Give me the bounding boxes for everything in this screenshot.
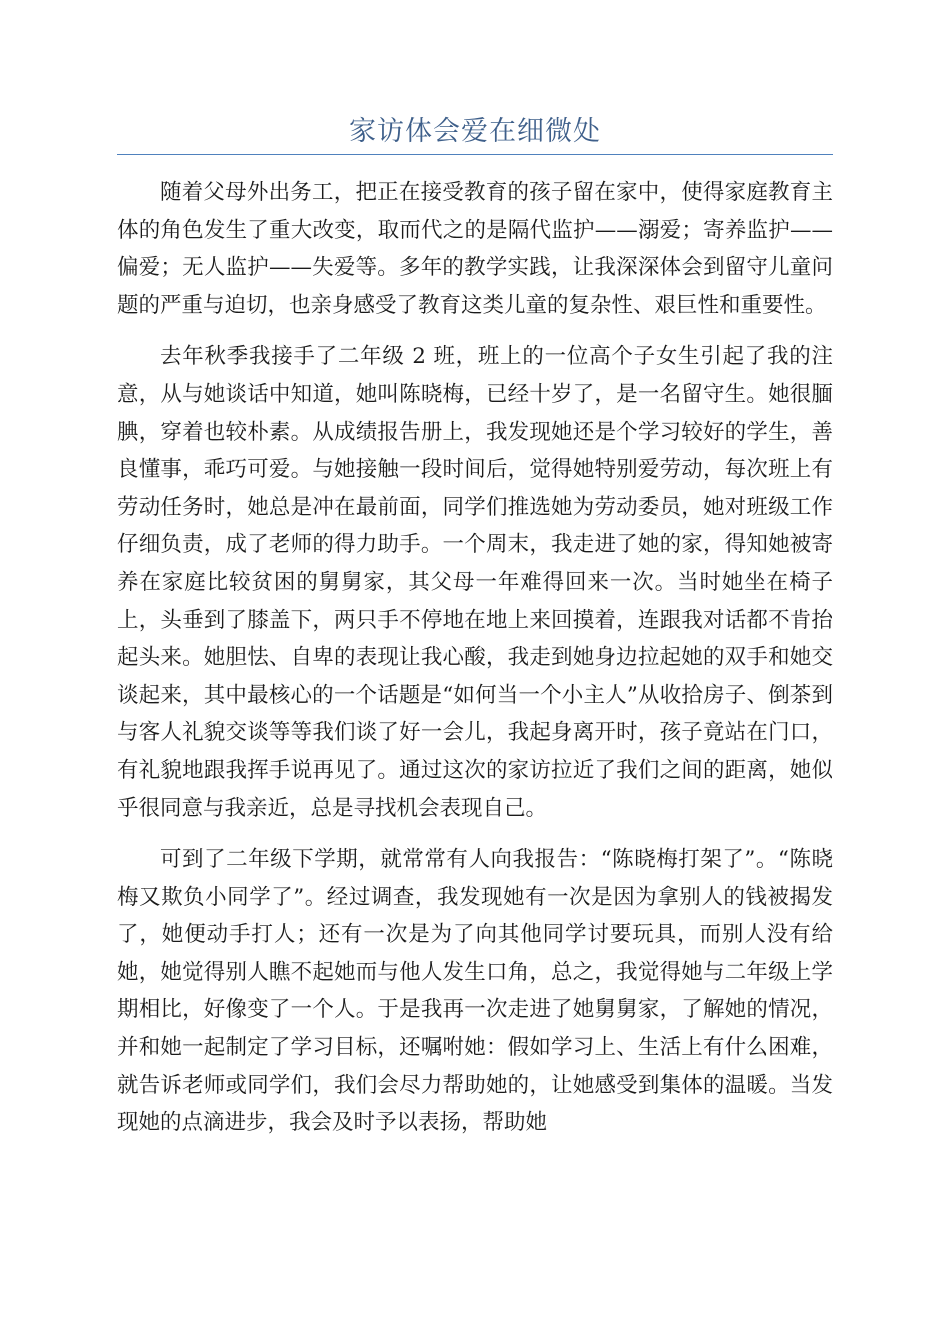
page-title: 家访体会爱在细微处 bbox=[349, 116, 601, 147]
title-underline bbox=[117, 154, 833, 155]
document-body bbox=[117, 174, 833, 1156]
paragraph-3: 可到了二年级下学期，就常常有人向我报告：“陈晓梅打架了”。“陈晓梅又欺负小同学了”。经过调查，我发现她有一次是因为拿别人的钱被揭发了，她便动手打人；还有一次是为了向其他同学讨要玩具，而别人没有给她，她觉得别人瞧不起她而与他人发生口角，总之，我觉得她与二年级上学期相比，好像变了一个人。于是我再一次走进了她舅舅家，了解她的情况，并和她一起制定了学习目标，还嘱咐她：假如学习上、生活上有什么困难，就告诉老师或同学们，我们会尽力帮助她的，让她感受到集体的温暖。当发现她的点滴进步，我会及时予以表扬，帮助她 bbox=[117, 847, 833, 1136]
paragraph-2: 去年秋季我接手了二年级 2 班，班上的一位高个子女生引起了我的注意，从与她谈话中知道，她叫陈晓梅，已经十岁了，是一名留守生。她很腼腆，穿着也较朴素。从成绩报告册上，我发现她还是个学习较好的学生，善良懂事，乖巧可爱。与她接触一段时间后，觉得她特别爱劳动，每次班上有劳动任务时，她总是冲在最前面，同学们推选她为劳动委员，她对班级工作仔细负责，成了老师的得力助手。一个周末，我走进了她的家，得知她被寄养在家庭比较贫困的舅舅家，其父母一年难得回来一次。当时她坐在椅子上，头垂到了膝盖下，两只手不停地在地上来回摸着，连跟我对话都不肯抬起头来。她胆怯、自卑的表现让我心酸，我走到她身边拉起她的双手和她交谈起来，其中最核心的一个话题是“如何当一个小主人”从收拾房子、倒茶到与客人礼貌交谈等等我们谈了好一会儿，我起身离开时，孩子竟站在门口，有礼貌地跟我挥手说再见了。通过这次的家访拉近了我们之间的距离，她似乎很同意与我亲近，总是寻找机会表现自己。 bbox=[117, 344, 833, 821]
paragraph-1: 随着父母外出务工，把正在接受教育的孩子留在家中，使得家庭教育主体的角色发生了重大改变，取而代之的是隔代监护——溺爱；寄养监护——偏爱；无人监护——失爱等。多年的教学实践，让我深深体会到留守儿童问题的严重与迫切，也亲身感受了教育这类儿童的复杂性、艰巨性和重要性。 bbox=[117, 180, 833, 318]
